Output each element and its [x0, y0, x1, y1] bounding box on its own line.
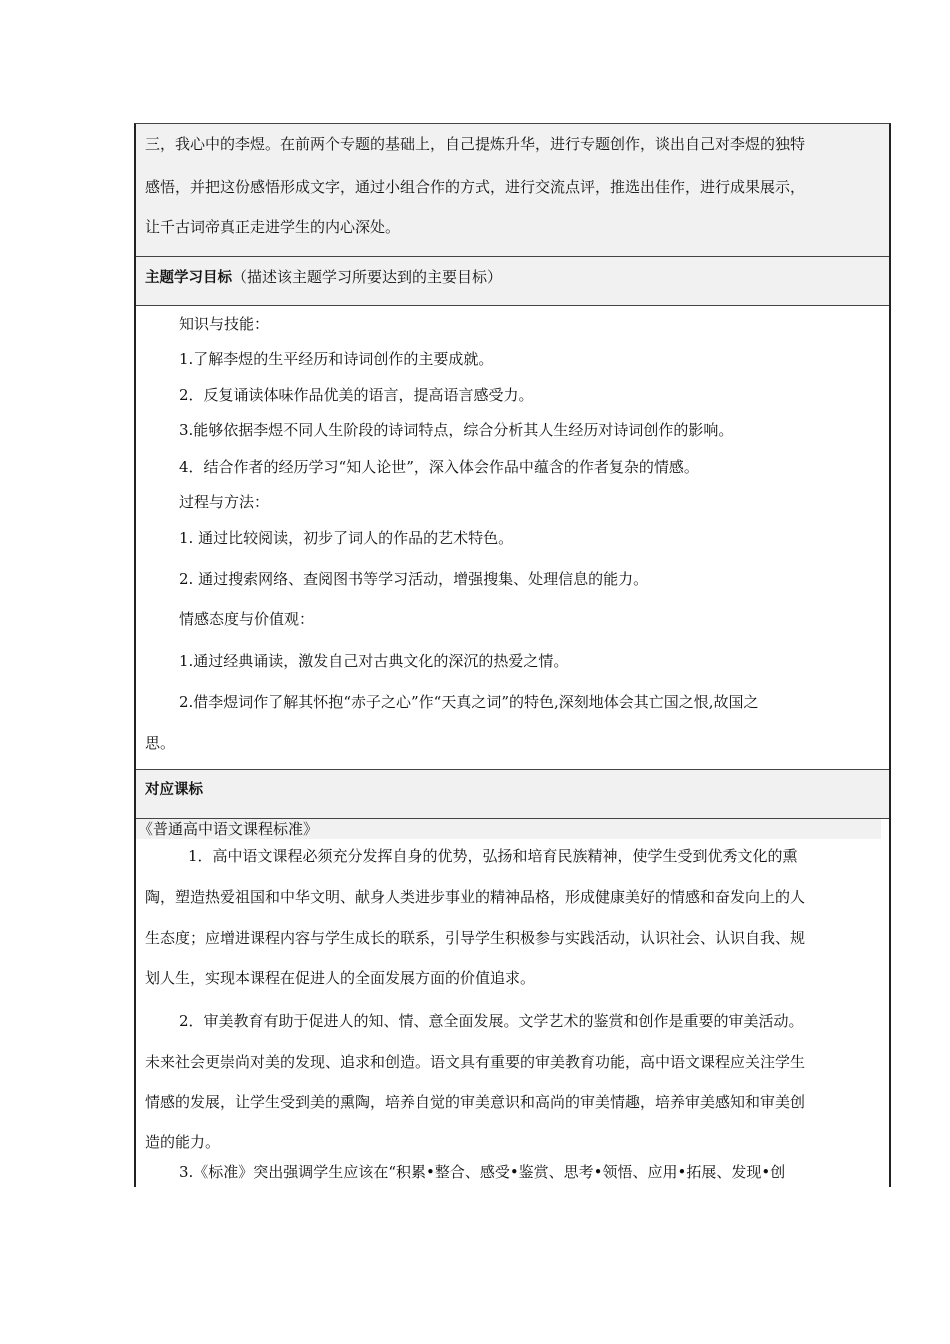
- goals-line: 1.通过经典诵读，激发自己对古典文化的深沉的热爱之情。: [179, 652, 569, 670]
- standards-title: 对应课标: [145, 782, 203, 798]
- standards-doc-title: 《普通高中语文课程标准》: [138, 820, 319, 838]
- goals-line: 1. 通过比较阅读，初步了词人的作品的艺术特色。: [179, 529, 514, 547]
- goals-line: 2．反复诵读体味作品优美的语言，提高语言感受力。: [179, 386, 534, 404]
- standards-line: 造的能力。: [145, 1133, 221, 1151]
- goals-line: 4．结合作者的经历学习“知人论世”，深入体会作品中蕴含的作者复杂的情感。: [179, 458, 699, 476]
- goals-line: 3.能够依据李煜不同人生阶段的诗词特点，综合分析其人生经历对诗词创作的影响。: [179, 421, 734, 439]
- goals-line: 过程与方法：: [179, 493, 270, 511]
- goals-title: 主题学习目标: [145, 270, 232, 286]
- goals-line: 2. 通过搜索网络、查阅图书等学习活动，增强搜集、处理信息的能力。: [179, 570, 649, 588]
- standards-line: 未来社会更崇尚对美的发现、追求和创造。语文具有重要的审美教育功能，高中语文课程应关注学生: [145, 1053, 806, 1071]
- goals-subtitle: （描述该主题学习所要达到的主要目标）: [232, 268, 503, 286]
- goals-line: 2.借李煜词作了解其怀抱“赤子之心”作“天真之词”的特色,深刻地体会其亡国之恨,故国之: [179, 693, 759, 711]
- goals-line: 1.了解李煜的生平经历和诗词创作的主要成就。: [179, 350, 494, 368]
- plan-table: [134, 123, 891, 1187]
- standards-line: 情感的发展，让学生受到美的熏陶，培养自觉的审美意识和高尚的审美情趣，培养审美感知和审美创: [145, 1093, 806, 1111]
- goals-line: 知识与技能：: [179, 315, 270, 333]
- goals-line: 思。: [145, 734, 176, 752]
- standards-line: 生态度；应增进课程内容与学生成长的联系，引导学生积极参与实践活动，认识社会、认识自我、规: [145, 929, 806, 947]
- goals-line: 情感态度与价值观：: [179, 610, 315, 628]
- intro-line: 感悟，并把这份感悟形成文字，通过小组合作的方式，进行交流点评，推选出佳作，进行成果展示，: [145, 178, 806, 196]
- intro-line: 让千古词帝真正走进学生的内心深处。: [145, 218, 401, 236]
- intro-row: [136, 124, 889, 256]
- standards-line: 陶，塑造热爱祖国和中华文明、献身人类进步事业的精神品格，形成健康美好的情感和奋发向上的人: [145, 888, 806, 906]
- standards-line: 2．审美教育有助于促进人的知、情、意全面发展。文学艺术的鉴赏和创作是重要的审美活动。: [179, 1012, 804, 1030]
- intro-line: 三，我心中的李煜。在前两个专题的基础上，自己提炼升华，进行专题创作，谈出自己对李煜的独特: [145, 135, 806, 153]
- goals-header-row: [136, 257, 889, 305]
- goals-header-title: [145, 267, 502, 288]
- goals-body-row: [136, 306, 889, 769]
- standards-header-row: [136, 770, 889, 818]
- standards-line: 1．高中语文课程必须充分发挥自身的优势，弘扬和培育民族精神，使学生受到优秀文化的熏: [188, 847, 798, 865]
- standards-line: 划人生，实现本课程在促进人的全面发展方面的价值追求。: [145, 969, 536, 987]
- standards-body-row: [136, 819, 889, 1187]
- standards-line: 3.《标准》突出强调学生应该在“积累•整合、感受•鉴赏、思考•领悟、应用•拓展、发现•创: [179, 1163, 786, 1181]
